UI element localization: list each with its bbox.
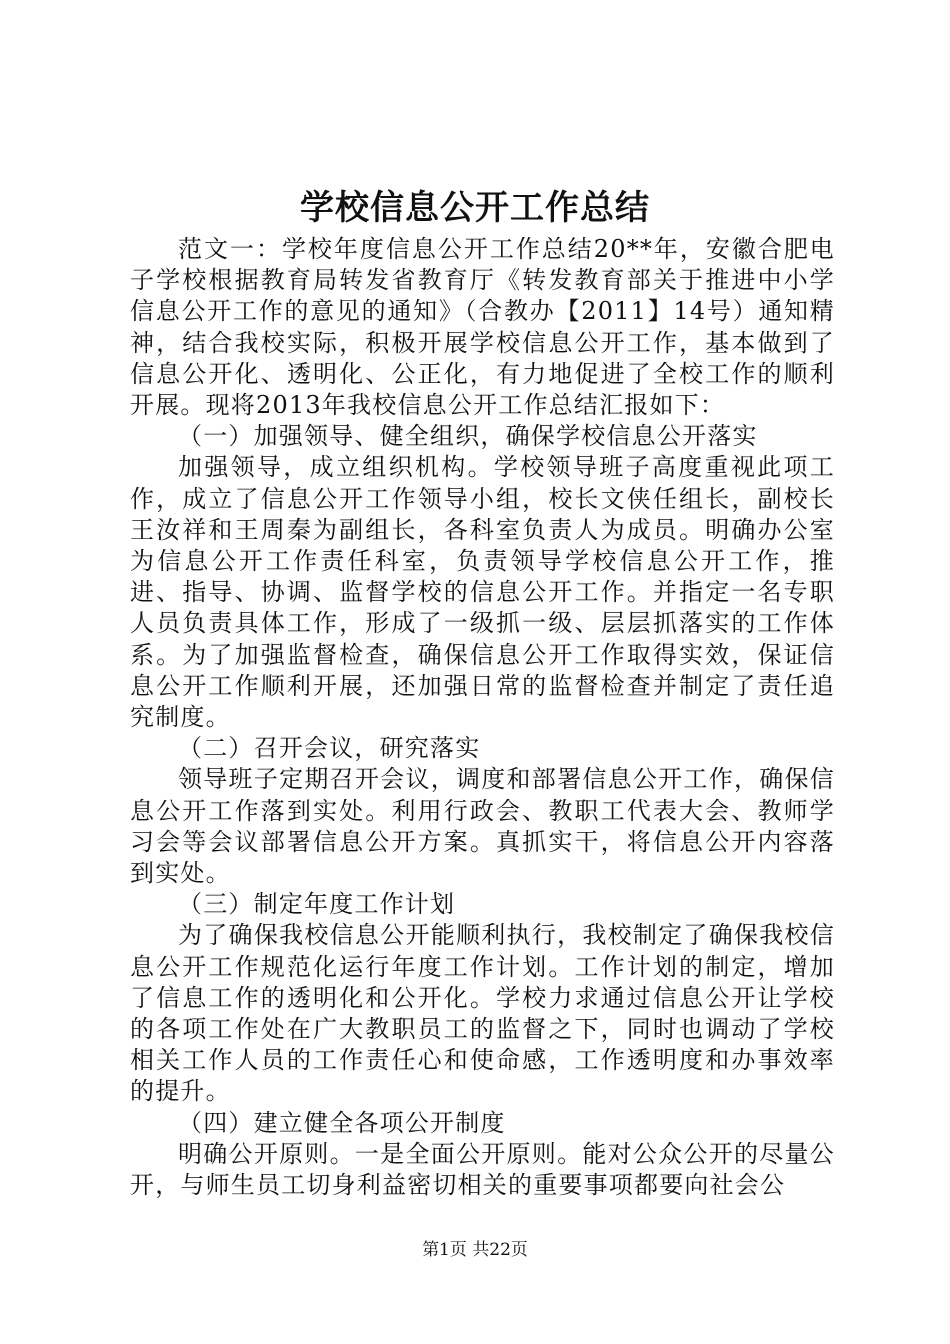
page-number-footer: 第1页 共22页	[422, 1240, 528, 1260]
paragraph-section-2: 领导班子定期召开会议，调度和部署信息公开工作，确保信息公开工作落到实处。利用行政会、教职工代表大会、教师学习会等会议部署信息公开方案。真抓实干，将信息公开内容落到实处。	[130, 765, 835, 888]
section-heading-3: （三）制定年度工作计划	[178, 890, 456, 919]
document-title: 学校信息公开工作总结	[300, 188, 650, 228]
section-heading-1: （一）加强领导、健全组织，确保学校信息公开落实	[178, 422, 758, 451]
paragraph-section-4: 明确公开原则。一是全面公开原则。能对公众公开的尽量公开，与师生员工切身利益密切相关的重要事项都要向社会公	[130, 1139, 835, 1200]
document-body	[130, 234, 835, 1201]
section-heading-2: （二）召开会议，研究落实	[178, 734, 481, 763]
section-heading-4: （四）建立健全各项公开制度	[178, 1108, 506, 1137]
paragraph-section-3: 为了确保我校信息公开能顺利执行，我校制定了确保我校信息公开工作规范化运行年度工作计划。工作计划的制定，增加了信息工作的透明化和公开化。学校力求通过信息公开让学校的各项工作处在广大教职员工的监督之下，同时也调动了学校相关工作人员的工作责任心和使命感，工作透明度和办事效率的提升。	[130, 921, 835, 1106]
paragraph-intro: 范文一：学校年度信息公开工作总结20**年，安徽合肥电子学校根据教育局转发省教育厅《转发教育部关于推进中小学信息公开工作的意见的通知》（合教办【2011】14号）通知精神，结合我校实际，积极开展学校信息公开工作，基本做到了信息公开化、透明化、公正化，有力地促进了全校工作的顺利开展。现将2013年我校信息公开工作总结汇报如下：	[130, 235, 835, 420]
paragraph-section-1: 加强领导，成立组织机构。学校领导班子高度重视此项工作，成立了信息公开工作领导小组，校长文侠任组长，副校长王汝祥和王周秦为副组长，各科室负责人为成员。明确办公室为信息公开工作责任科室，负责领导学校信息公开工作，推进、指导、协调、监督学校的信息公开工作。并指定一名专职人员负责具体工作，形成了一级抓一级、层层抓落实的工作体系。为了加强监督检查，确保信息公开工作取得实效，保证信息公开工作顺利开展，还加强日常的监督检查并制定了责任追究制度。	[130, 453, 835, 732]
